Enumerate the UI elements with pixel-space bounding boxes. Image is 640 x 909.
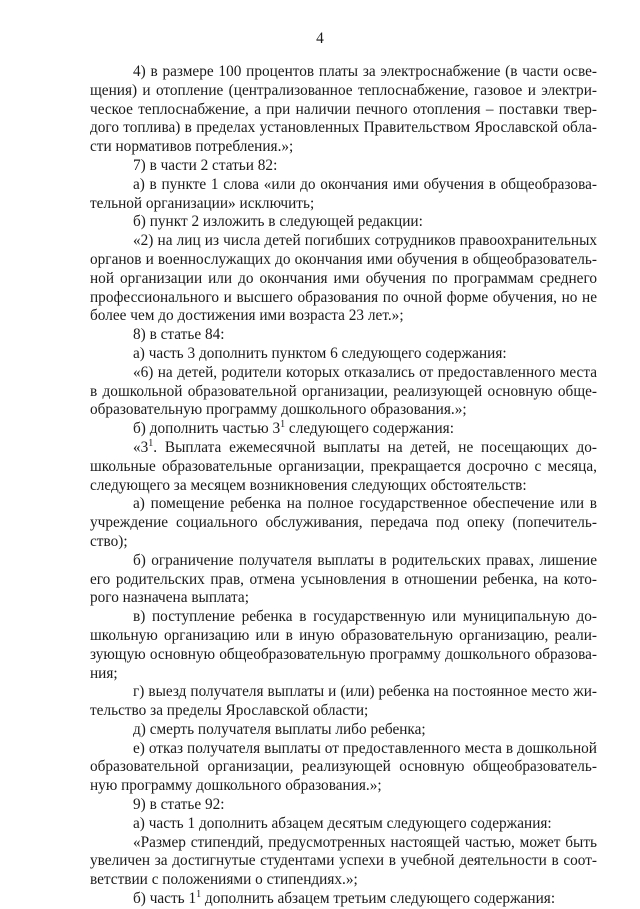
paragraph: е) отказ получателя выплаты от предоставленного места в дошкольной образовательной организации, реализующей основную общеобразовательную программу дошкольного образования.»; bbox=[90, 739, 597, 795]
paragraph: 9) в статье 92: bbox=[133, 796, 225, 814]
paragraph: б) ограничение получателя выплаты в родительских правах, лишение его родительских прав, отмена усыновления в отношении ребенка, на которого назначена выплата; bbox=[90, 551, 597, 607]
document-body bbox=[90, 63, 597, 909]
paragraph: в) поступление ребенка в государственную или муниципальную дошкольную организацию или в иную образовательную организацию, реализующую основную общеобразовательную программу дошкольного образования; bbox=[90, 608, 597, 682]
paragraph: д) смерть получателя выплаты либо ребенка; bbox=[133, 720, 426, 738]
paragraph: а) в пункте 1 слова «или до окончания ими обучения в общеобразовательной организации» исключить; bbox=[90, 175, 597, 212]
paragraph: 7) в части 2 статьи 82: bbox=[133, 156, 278, 174]
superscript: 1 bbox=[148, 437, 154, 449]
text-run: б) часть 1 bbox=[133, 890, 197, 908]
page-number: 4 bbox=[316, 30, 324, 47]
text-run: . Выплата ежемесячной выплаты на детей, не посещающих дошкольные образовательные организации, прекращается досрочно с месяца, следующего за месяцем возникновения следующих обстоятельств: bbox=[90, 438, 597, 494]
paragraph: «Размер стипендий, предусмотренных настоящей частью, может быть увеличен за достигнутые студентами успехи в учебной деятельности в соответствии с положениями о стипендиях.»; bbox=[90, 833, 597, 889]
paragraph: а) помещение ребенка на полное государственное обеспечение или в учреждение социального обслуживания, передача под опеку (попечительство); bbox=[90, 495, 597, 550]
paragraph-last bbox=[90, 890, 597, 909]
superscript: 1 bbox=[280, 419, 286, 431]
paragraph: 4) в размере 100 процентов платы за электроснабжение (в части освещения) и отопление (централизованное теплоснабжение, газовое и электрическое теплоснабжение, а при наличии печного отопления – поставки твердого топлива) в пределах установленных Правительством Ярославской области нормативов потребления.»; bbox=[90, 63, 597, 156]
paragraph: а) часть 1 дополнить абзацем десятым следующего содержания: bbox=[133, 814, 552, 832]
paragraph: 8) в статье 84: bbox=[133, 326, 225, 344]
paragraph: «2) на лиц из числа детей погибших сотрудников правоохранительных органов и военнослужащих до окончания ими обучения в общеобразовательной организации или до окончания ими обучения по программам среднего профессионального и высшего образования по очной форме обучения, но не более чем до достижения ими возраста 23 лет.»; bbox=[90, 232, 597, 325]
paragraph: г) выезд получателя выплаты и (или) ребенка на постоянное место жительство за пределы Ярославской области; bbox=[90, 683, 597, 720]
text-run: дополнить абзацем третьим следующего содержания: bbox=[201, 890, 556, 908]
superscript: 1 bbox=[196, 888, 202, 900]
paragraph: «6) на детей, родители которых отказались от предоставленного места в дошкольной образовательной организации, реализующей основную общеобразовательную программу дошкольного образования.»; bbox=[90, 363, 597, 419]
text-run: б) дополнить частью 3 bbox=[133, 420, 281, 438]
text-run: «3 bbox=[133, 438, 149, 456]
paragraph-part-3-1 bbox=[90, 439, 597, 495]
paragraph-add-part-3-1 bbox=[90, 420, 597, 439]
paragraph: а) часть 3 дополнить пунктом 6 следующего содержания: bbox=[133, 344, 507, 362]
paragraph: б) пункт 2 изложить в следующей редакции: bbox=[133, 213, 423, 231]
text-run: следующего содержания: bbox=[285, 420, 454, 438]
